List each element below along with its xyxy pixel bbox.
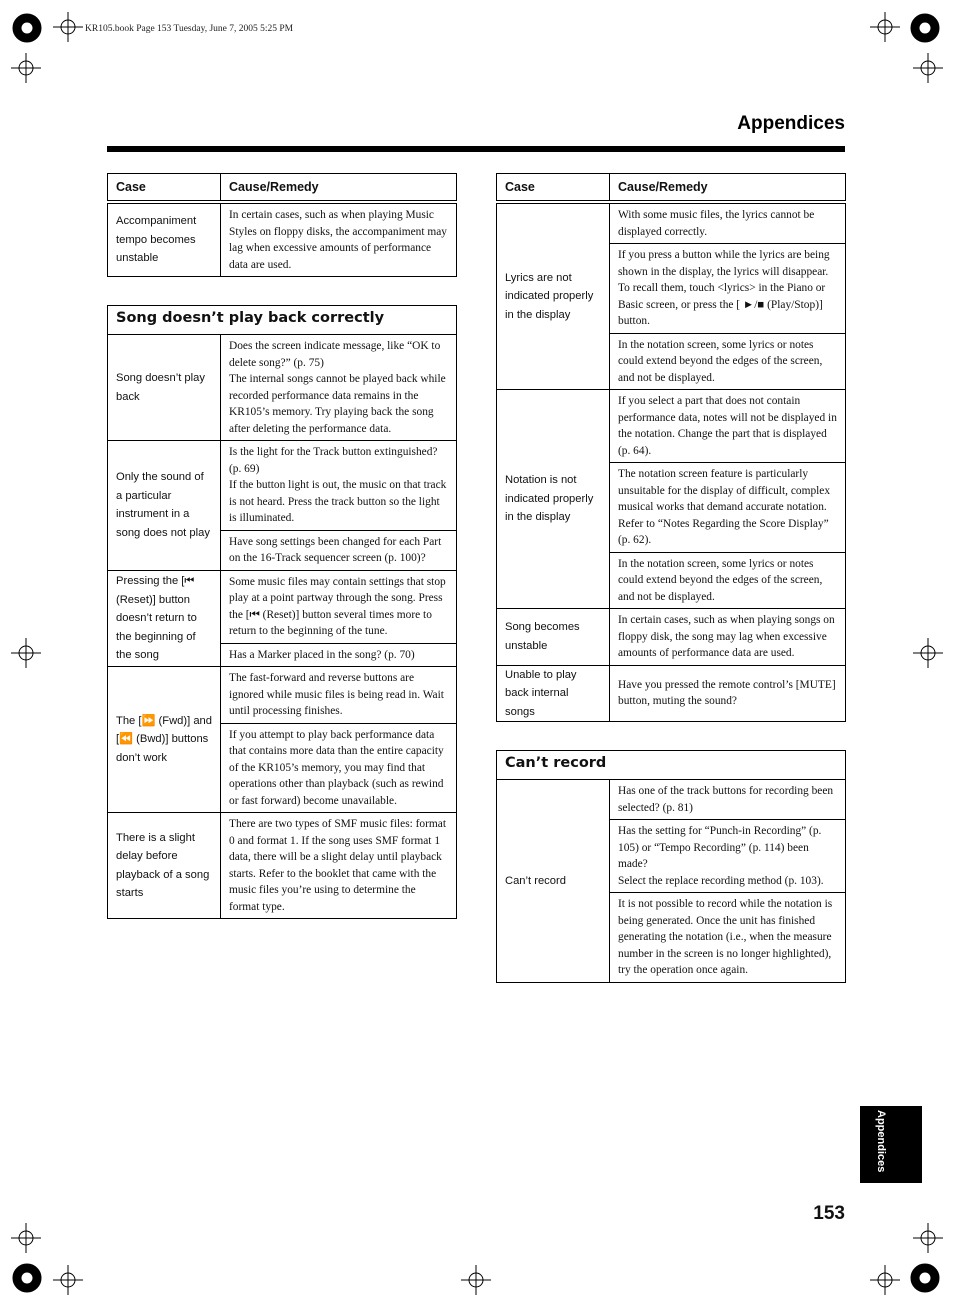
header-remedy: Cause/Remedy [221,174,457,201]
remedy-cell: If you attempt to play back performance data that contains more data than the entire capacity of the KR105’s memory, you may find that operations other than playback (such as rewind or fast forward) become unavailable. [221,723,457,813]
section-title: Appendices [737,113,845,134]
case-cell: Notation is not indicated properly in the display [497,390,610,609]
song-playback-table [107,334,457,919]
table-row [108,335,457,441]
case-cell: Pressing the [⏮ (Reset)] button doesn’t return to the beginning of the song [108,570,221,667]
side-tab-label: Appendices [875,1110,887,1173]
remedy-cell: There are two types of SMF music files: format 0 and format 1. If the song uses SMF format 1 data, there will be a slight delay until playback starts. Refer to the booklet that came with the music files you’re using to determine the format type. [221,813,457,919]
remedy-cell: The fast-forward and reverse buttons are ignored while music files is being read in. Wait until processing finishes. [221,667,457,724]
remedy-cell: If you select a part that does not contain performance data, notes will not be displayed in the notation. Change the part that is displayed (p. 64). [610,390,846,463]
remedy-cell: Is the light for the Track button extinguished? (p. 69) If the button light is out, the music on that track is not heard. Press the track button so the light is illuminated. [221,441,457,531]
remedy-cell: If you press a button while the lyrics are being shown in the display, the lyrics will disappear. To recall them, touch <lyrics> in the Piano or Basic screen, or press the [ ►/■ (Play/Stop)] button. [610,244,846,334]
table-row [108,204,457,277]
remedy-cell: Have you pressed the remote control’s [MUTE] button, muting the sound? [610,665,846,722]
remedy-cell: In the notation screen, some lyrics or notes could extend beyond the edges of the screen, and not be displayed. [610,333,846,390]
remedy-cell: In certain cases, such as when playing songs on floppy disk, the song may lag when excessive amounts of performance data are used. [610,609,846,666]
cant-record-heading: Can’t record [496,750,846,779]
left-column [107,173,457,919]
remedy-cell: Does the screen indicate message, like “OK to delete song?” (p. 75) The internal songs cannot be played back while recorded performance data remains in the KR105’s memory. Try playing back the song after deleting the performance data. [221,335,457,441]
case-cell: Accompaniment tempo becomes unstable [108,204,221,277]
table-row [108,441,457,531]
side-tab [860,1106,922,1183]
remedy-cell: Some music files may contain settings that stop play at a point partway through the song. Press the [⏮ (Reset)] button several times more to return to the beginning of the tune. [221,570,457,643]
left-top-table [107,173,457,277]
page-number: 153 [813,1203,845,1224]
case-cell: Song doesn’t play back [108,335,221,441]
case-cell: Lyrics are not indicated properly in the display [497,204,610,390]
case-cell: Only the sound of a particular instrument in a song does not play [108,441,221,571]
remedy-cell: In the notation screen, some lyrics or notes could extend beyond the edges of the screen, and not be displayed. [610,552,846,609]
case-cell: Song becomes unstable [497,609,610,666]
title-rule [107,146,845,152]
case-cell: There is a slight delay before playback of a song starts [108,813,221,919]
table-row [108,570,457,643]
cant-record-table [496,779,846,983]
remedy-cell: Have song settings been changed for each Part on the 16-Track sequencer screen (p. 100)? [221,530,457,570]
right-column [496,173,846,983]
header-remedy: Cause/Remedy [610,174,846,201]
table-row [497,390,846,463]
table-row [497,204,846,244]
remedy-cell: Has one of the track buttons for recording been selected? (p. 81) [610,780,846,820]
table-row [497,780,846,820]
table-row [497,609,846,666]
print-mark: KR105.book Page 153 Tuesday, June 7, 2005 5:25 PM [85,24,294,34]
remedy-cell: The notation screen feature is particularly unsuitable for the display of difficult, complex musical works that demand accurate notation. Refer to “Notes Regarding the Score Display” (p. 62). [610,463,846,553]
table-row [108,813,457,919]
remedy-cell: Has a Marker placed in the song? (p. 70) [221,643,457,667]
case-cell: Unable to play back internal songs [497,665,610,722]
case-cell: Can’t record [497,780,610,983]
remedy-cell: With some music files, the lyrics cannot be displayed correctly. [610,204,846,244]
case-cell: The [⏩ (Fwd)] and [⏪ (Bwd)] buttons don’t work [108,667,221,813]
song-playback-heading: Song doesn’t play back correctly [107,305,457,334]
table-row [497,665,846,722]
remedy-cell: Has the setting for “Punch-in Recording” (p. 105) or “Tempo Recording” (p. 114) been made? Select the replace recording method (p. 103). [610,820,846,893]
remedy-cell: It is not possible to record while the notation is being generated. Once the unit has finished generating the notation (i.e., when the measure number in the screen is no longer highlighted), try the operation once again. [610,893,846,983]
remedy-cell: In certain cases, such as when playing Music Styles on floppy disks, the accompaniment may lag when excessive amounts of performance data are used. [221,204,457,277]
header-case: Case [108,174,221,201]
right-top-table [496,173,846,722]
header-case: Case [497,174,610,201]
table-row [108,667,457,724]
